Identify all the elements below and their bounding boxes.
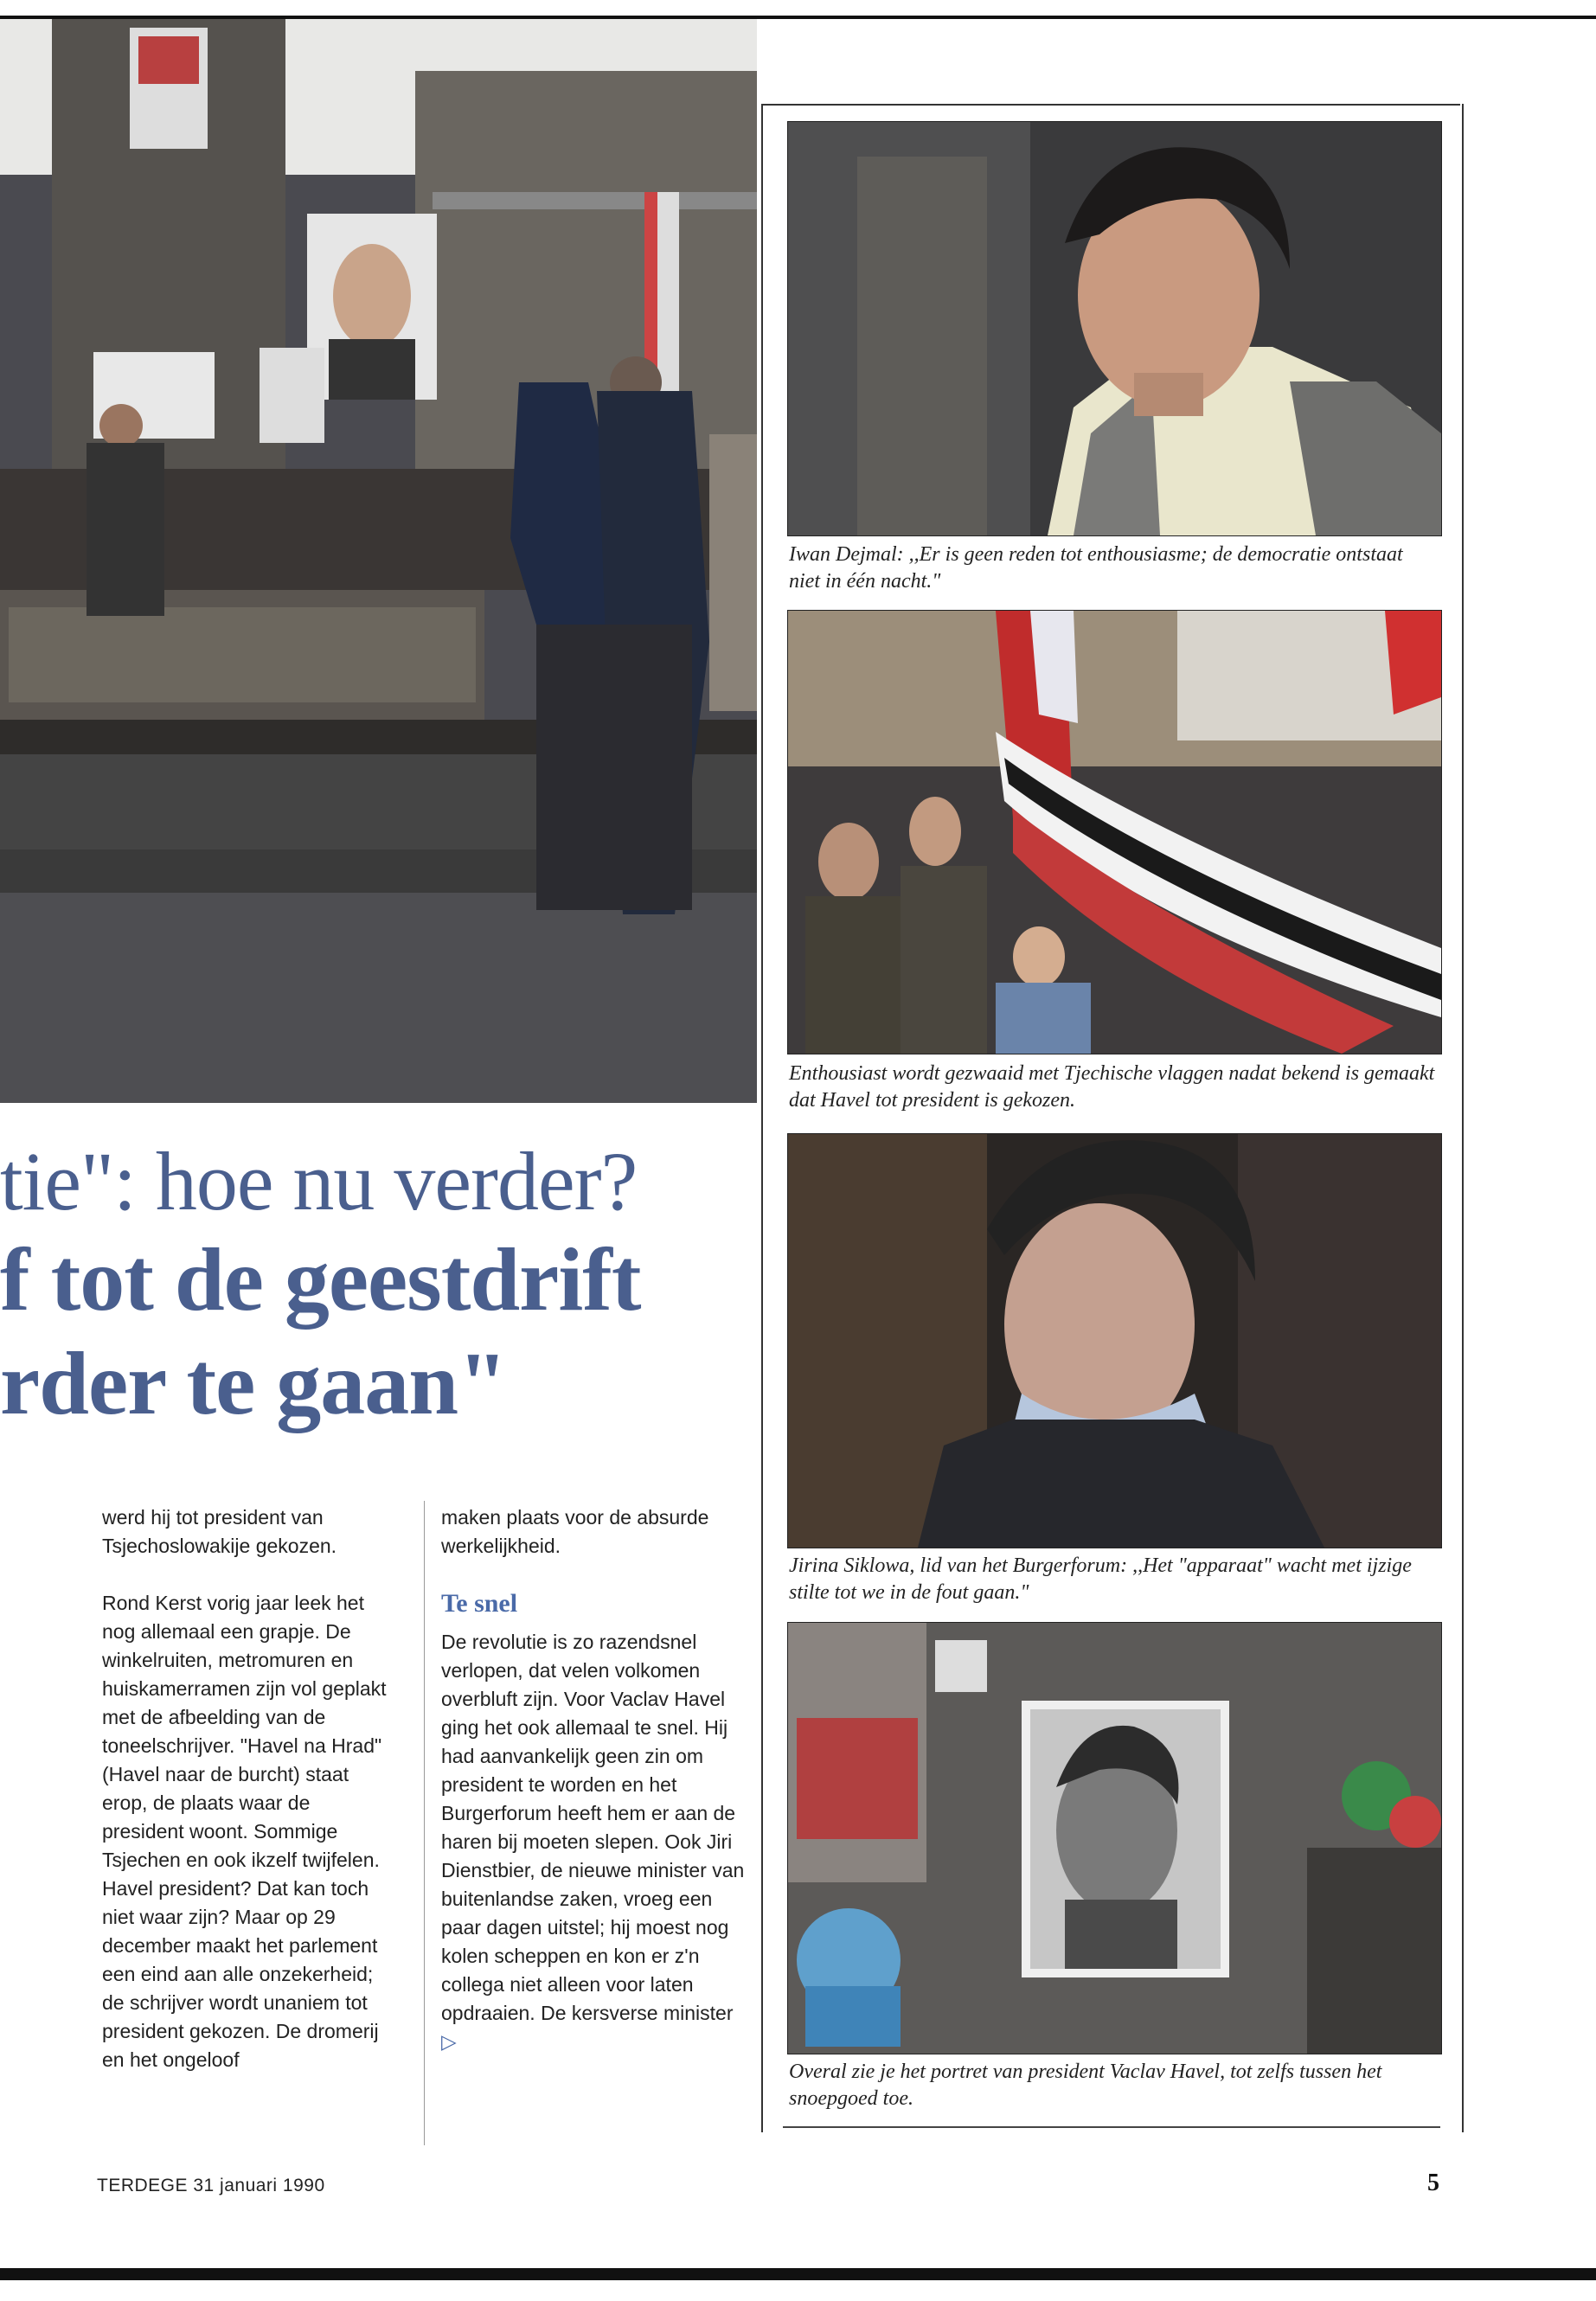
headline-line-3: rder te gaan" bbox=[0, 1334, 507, 1433]
memorial-photo bbox=[0, 19, 757, 1103]
caption-jirina-siklowa: Jirina Siklowa, lid van het Burgerforum: ,,Het "apparaat" wacht met ijzige stilte tot we in de fout gaan." bbox=[789, 1554, 1412, 1604]
footer-issue: TERDEGE 31 januari 1990 bbox=[97, 2176, 325, 2195]
column-divider bbox=[424, 1501, 425, 2145]
body-paragraph bbox=[441, 1628, 753, 2056]
body-paragraph: maken plaats voor de absurde werkelijkheid. bbox=[441, 1506, 709, 1557]
continue-arrow-icon: ▷ bbox=[441, 2030, 457, 2053]
flag-waving-crowd-photo bbox=[787, 610, 1442, 1054]
body-column-2 bbox=[441, 1503, 753, 2056]
havel-portrait-window-photo bbox=[787, 1622, 1442, 2054]
body-paragraph-text: De revolutie is zo razendsnel verlopen, dat velen volkomen overbluft zijn. Voor Vaclav Havel ging het ook allemaal te snel. Hij had aanvankelijk geen zin om president te worden en het Burgerforum heeft hem er aan de haren bij moeten slepen. Ook Jiri Dienstbier, de nieuwe minister van buitenlandse zaken, vroeg een paar dagen uitstel; hij moest nog kolen scheppen en kon er z'n collega niet alleen voor laten opdraaien. De kersverse minister bbox=[441, 1631, 745, 2024]
body-paragraph: Rond Kerst vorig jaar leek het nog allemaal een grapje. De winkelruiten, metromuren en huiskamerramen zijn vol geplakt met de afbeelding van de toneelschrijver. "Havel na Hrad" (Havel naar de burcht) staat erop, de plaats waar de president woont. Sommige Tsjechen en ook ikzelf twijfelen. Havel president? Dat kan toch niet waar zijn? Maar op 29 december maakt het parlement een eind aan alle onzekerheid; de schrijver wordt unaniem tot president gekozen. De dromerij en het ongeloof bbox=[102, 1592, 387, 2071]
body-paragraph: werd hij tot president van Tsjechoslowakije gekozen. bbox=[102, 1506, 337, 1557]
headline-line-2: f tot de geestdrift bbox=[0, 1230, 641, 1330]
body-column-1 bbox=[102, 1503, 396, 2103]
caption-iwan-dejmal: Iwan Dejmal: ,,Er is geen reden tot enthousiasme; de democratie ontstaat niet in één nacht." bbox=[789, 543, 1403, 593]
caption-flags: Enthousiast wordt gezwaaid met Tjechische vlaggen nadat bekend is gemaakt dat Havel tot president is gekozen. bbox=[789, 1062, 1435, 1112]
portrait-iwan-dejmal-photo bbox=[787, 121, 1442, 536]
caption-rule bbox=[783, 2126, 1440, 2128]
portrait-jirina-siklowa-photo bbox=[787, 1133, 1442, 1548]
caption-havel-portrait: Overal zie je het portret van president Vaclav Havel, tot zelfs tussen het snoepgoed toe. bbox=[789, 2061, 1382, 2110]
page-number: 5 bbox=[1427, 2170, 1439, 2196]
bottom-rule bbox=[0, 2268, 1596, 2280]
subheading-te-snel: Te snel bbox=[441, 1589, 518, 1618]
headline-line-1: tie": hoe nu verder? bbox=[0, 1135, 638, 1227]
